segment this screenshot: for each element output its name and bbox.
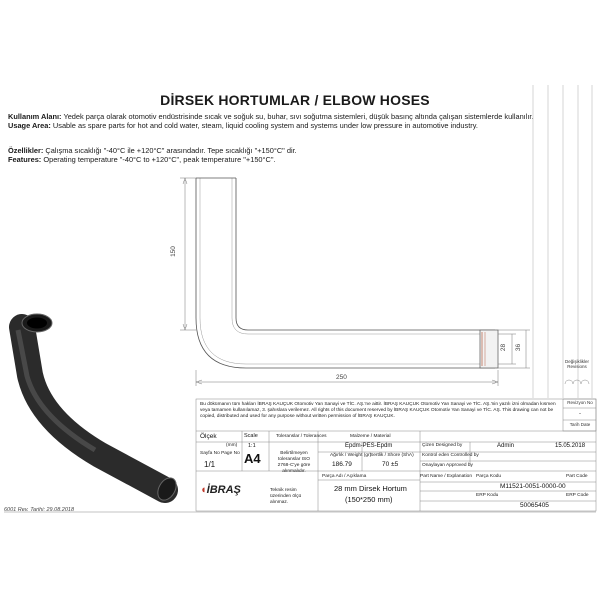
erp-code-value: 50065405 (520, 502, 549, 509)
weight-label: Ağırlık / Weight (gr) (330, 453, 372, 458)
scale-label: Scale (244, 433, 258, 439)
part-size-value: (150*250 mm) (345, 495, 393, 504)
erp-code-label-en: ERP Code (566, 493, 589, 498)
dim-height-label: 150 (169, 246, 177, 257)
ibras-logo: ◖İBRAŞ (200, 484, 241, 496)
tolerances-label: Toleranslar / Tolerances (276, 434, 327, 439)
erp-code-label-tr: ERP Kodu (476, 493, 499, 498)
elbow-hose-outline (196, 178, 498, 368)
weight-value: 186.79 (332, 461, 352, 468)
controlled-by-label: Kontrol eden Controlled by (422, 453, 479, 458)
unit-label: (mm) (226, 443, 238, 448)
designed-by-label: Çizen Designed by (422, 443, 463, 448)
revisions-header: Değişiklikler Revisions (564, 359, 589, 369)
part-name-label: Parça Adı / Açıklama (322, 474, 367, 479)
form-reference: 6001 Rev. Tarihi: 29.08.2018 (4, 507, 75, 513)
sheet-label: Sayfa No Page No (200, 451, 240, 456)
features-en: Features: Operating temperature "-40°C to +120°C", peak temperature "+150°C". (8, 155, 276, 164)
material-value: Epdm-PES-Epdm (345, 443, 393, 449)
designed-by-value: Admin (497, 443, 515, 449)
page-title: DİRSEK HORTUMLAR / ELBOW HOSES (160, 92, 430, 108)
dim-height (180, 178, 196, 330)
hardness-value: 70 ±5 (382, 461, 399, 468)
part-name-en-label: Part Name / Explanation (420, 474, 472, 479)
tolerance-note: Belirtilmeyen toleranslar ISO 2768-C'ye göre alınmalıdır. (277, 451, 311, 474)
design-date: 15.05.2018 (555, 443, 586, 449)
part-code-label-tr: Parça Kodu (476, 474, 502, 479)
revision-date-label: Tarih Date (569, 422, 591, 427)
olcek-label: Ölçek (200, 433, 217, 440)
features-tr: Özellikler: Çalışma sıcaklığı "-40°C ile +120°C" arasındadır. Tepe sıcaklığı "+150°C" dir. (8, 146, 297, 155)
paper-size: A4 (244, 451, 261, 466)
revision-no-label: Revizyon No (567, 400, 593, 405)
approved-by-label: Onaylayan Approved by (422, 463, 473, 468)
hardness-label: Sertlik / Shore (ShA) (370, 453, 414, 458)
part-code-value: M11521-0051-0000-00 (500, 483, 566, 490)
material-label: Malzeme / Material (350, 434, 391, 439)
dim-length (196, 370, 498, 386)
dim-outer-label: 36 (515, 343, 523, 352)
usage-en: Usage Area: Usable as spare parts for hot and cold water, steam, liquid cooling system and systems under low pressure in automotive industry. (8, 121, 478, 130)
copyright-notice: Bu dökümanın tüm hakları İBRAŞ KAUÇUK Otomotiv Yan Sanayi ve TİC. AŞ.'ne aittir. İBRAŞ KAUÇUK Otomotiv Yan Sanayi ve TİC. AŞ.'nin yazılı izni olmadan kısmen veya tamamen kullanılamaz, 3. şahıslara verilemez. All rights of this document reserved by İBRAŞ KAUÇUK Otomotiv Yan Sanayi ve TİC. AŞ. This drawing can not be copied, distributed and used for any purpose without written permission of İBRAŞ KAUÇUK. (200, 402, 556, 419)
hose-3d-render (18, 314, 180, 503)
revision-no-value: - (579, 411, 581, 417)
scale-value: 1:1 (248, 443, 256, 449)
sheet-value: 1/1 (204, 460, 216, 469)
dim-inner-label: 28 (500, 343, 508, 352)
dim-length-label: 250 (336, 374, 347, 381)
part-name-value: 28 mm Dirsek Hortum (334, 484, 407, 493)
tech-note: Teknik resim üzerinden ölçü alınmaz. (270, 488, 302, 505)
usage-tr: Kullanım Alanı: Yedek parça olarak otomotiv endüstrisinde sıcak ve soğuk su, buhar, sıvı soğutma sistemleri, düşük basınç altında çalışan sistemlerde kullanılır. (8, 112, 534, 121)
part-code-label-en: Part Code (566, 474, 588, 479)
